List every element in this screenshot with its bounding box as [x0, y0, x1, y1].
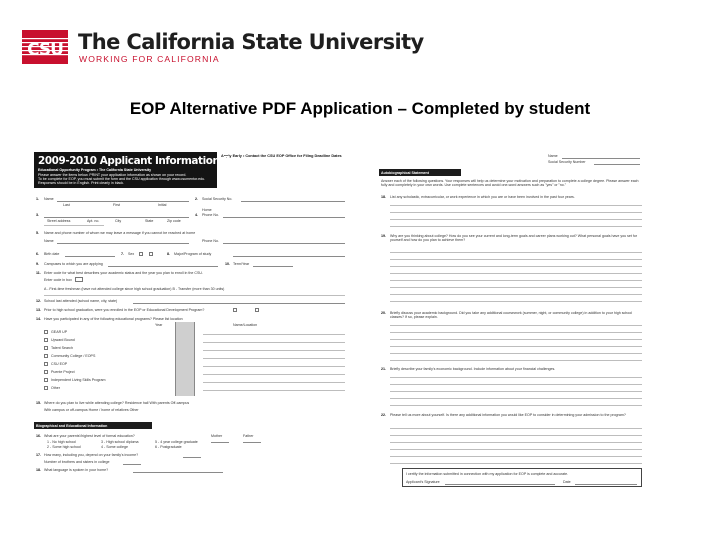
- mother-education-field[interactable]: [211, 442, 229, 443]
- ssn-label: Social Security No.: [202, 197, 233, 201]
- parents-education-question: What are your parents'/highest level of formal education?: [44, 434, 135, 438]
- program-field[interactable]: [203, 382, 345, 383]
- form-intro-line: Please answer the items below. PRINT your application information as shown on your record.: [38, 173, 187, 177]
- prior-eop-yes-checkbox[interactable]: [233, 308, 237, 312]
- autobiographical-section-header: [379, 169, 461, 176]
- education-option: 2 - Some high school: [47, 445, 81, 449]
- program-checkbox[interactable]: [44, 378, 48, 382]
- message-contact-label: Name and phone number of whom we may leave a message if you cannot be reached at home: [44, 231, 196, 235]
- section-title: Biographical and Educational Information: [36, 423, 108, 428]
- housing-question-options: With campus or off-campus Home / home of relatives Other: [44, 408, 139, 412]
- question-text: Briefly discuss your academic background. Did you take any additional coursework (summer, night, or community college) in addition to your high school classes? If so, please explain.: [390, 311, 633, 320]
- contact-name-label: Name: [44, 239, 54, 243]
- form-intro-line: Responses should be in English. Print clearly in black.: [38, 181, 125, 185]
- campuses-field[interactable]: [108, 266, 218, 267]
- autobiographical-statement-page: [378, 150, 644, 495]
- programs-label: Have you participated in any of the following educational programs? Please list location: [44, 317, 183, 321]
- program-field[interactable]: [203, 342, 345, 343]
- form-title: 2009-2010 Applicant Information Form: [38, 155, 251, 167]
- university-name: The California State University: [78, 30, 424, 54]
- name-field[interactable]: [57, 201, 189, 202]
- major-field[interactable]: [233, 256, 345, 257]
- program-field[interactable]: [203, 390, 345, 391]
- home-label: Home: [202, 208, 212, 212]
- academic-status-label: Enter code for what best describes your academic status and the year you plan to enroll in the CSU.: [44, 271, 204, 275]
- program-checkbox[interactable]: [44, 386, 48, 390]
- father-column-header: Father: [243, 434, 254, 438]
- hint: Last: [63, 203, 70, 207]
- education-option: 1 - No high school: [47, 440, 76, 444]
- field-number: 15.: [36, 401, 41, 405]
- prior-eop-no-checkbox[interactable]: [255, 308, 259, 312]
- education-option: 5 - 4 year college graduate: [155, 440, 198, 444]
- field-number: 8.: [167, 252, 170, 256]
- home-language-question: What language is spoken in your home?: [44, 468, 109, 472]
- divider: [44, 295, 345, 296]
- prior-eop-label: Prior to high school graduation, were you enrolled in the EOP or Educational Development Program?: [44, 308, 205, 312]
- term-year-field[interactable]: [253, 266, 293, 267]
- slide-title: EOP Alternative PDF Application – Completed by student: [129, 99, 591, 118]
- question-number: 19.: [381, 234, 386, 238]
- date-label: Date: [563, 480, 571, 484]
- education-option: 6 - Postgraduate: [155, 445, 182, 449]
- form-intro-line: To be complete for EOP, you must submit the form and the CSU application through www.csumentor.edu.: [38, 177, 206, 181]
- certification-box: [402, 468, 642, 487]
- program-checkbox[interactable]: [44, 346, 48, 350]
- program-field[interactable]: [203, 374, 345, 375]
- field-number: 10.: [225, 262, 230, 266]
- hint: State: [145, 219, 154, 223]
- field-number: 4.: [195, 213, 198, 217]
- program-label: Other: [51, 386, 60, 390]
- phone-field[interactable]: [223, 217, 345, 218]
- question-text: Briefly describe your family's economic background. Include information about your financial challenges.: [390, 367, 556, 371]
- program-label: Community College / EOPS: [51, 354, 96, 358]
- program-checkbox[interactable]: [44, 362, 48, 366]
- apply-early-note: Apply Early • Contact the CSU EOP Office for Filing Deadline Dates: [221, 154, 342, 158]
- question-number: 18.: [381, 195, 386, 199]
- program-checkbox[interactable]: [44, 330, 48, 334]
- section-title: Autobiographical Statement: [381, 170, 429, 175]
- question-text: List any scholastic, extracurricular, or work experience in which you are or have been involved in the past four years.: [390, 195, 575, 199]
- question-number: 20.: [381, 311, 386, 315]
- programs-location-header: Name/Location: [233, 323, 258, 327]
- sex-label: Sex: [128, 252, 135, 256]
- siblings-question: Number of brothers and sisters in college: [44, 460, 110, 464]
- ssn-label: Social Security Number: [548, 160, 586, 164]
- hint: Apt. no.: [87, 219, 100, 223]
- birth-date-field[interactable]: [65, 256, 115, 257]
- hint: City: [115, 219, 122, 223]
- enter-code-label: Enter code in box: [44, 278, 72, 282]
- mother-column-header: Mother: [211, 434, 223, 438]
- siblings-field[interactable]: [123, 464, 141, 465]
- ssn-field[interactable]: [241, 201, 345, 202]
- csu-logo-mark-icon: [22, 30, 68, 64]
- dependents-question: How many, including you, depend on your family's income?: [44, 453, 139, 457]
- field-number: 7.: [121, 252, 124, 256]
- signature-label: Applicant's Signature: [406, 480, 440, 484]
- ssn-field[interactable]: [594, 164, 640, 165]
- instructions: Answer each of the following questions. Your responses will help us determine your motivation and preparation to complete a college degree. Please answer each fully and completely in your own words. Use complete sentences and avoid one-word answers such as "yes" or "no.": [381, 179, 639, 188]
- program-checkbox[interactable]: [44, 338, 48, 342]
- field-number: 11.: [36, 271, 41, 275]
- father-education-field[interactable]: [243, 442, 261, 443]
- program-checkbox[interactable]: [44, 354, 48, 358]
- logo-letters: CSU: [27, 40, 63, 60]
- university-tagline: WORKING FOR CALIFORNIA: [79, 54, 220, 64]
- address-field[interactable]: [44, 217, 189, 218]
- phone-label: Phone No.: [202, 213, 219, 217]
- certification-text: I certify the information submitted in connection with my application for EOP is complete and accurate.: [406, 472, 569, 476]
- question-text: Why are you thinking about college? How do you see your current and long-term goals and career plans working out? What personal goals have you set for yourself and how do you plan to achieve them?: [390, 234, 638, 243]
- sex-checkbox[interactable]: [139, 252, 143, 256]
- field-number: 17.: [36, 453, 41, 457]
- housing-question: Where do you plan to live while attending college? Residence hall With parents Off-campus: [44, 401, 190, 405]
- name-field[interactable]: [562, 158, 640, 159]
- form-title-banner: [34, 152, 251, 188]
- program-field[interactable]: [203, 366, 345, 367]
- school-last-attended-label: School last attended (school name, city, state): [44, 299, 118, 303]
- program-label: Puente Project: [51, 370, 75, 374]
- education-option: 3 - High school diploma: [101, 440, 139, 444]
- signature-field[interactable]: [445, 484, 555, 485]
- school-last-attended-field[interactable]: [133, 303, 345, 304]
- field-number: 18.: [36, 468, 41, 472]
- question-number: 21.: [381, 367, 386, 371]
- program-label: Independent Living Skills Program: [51, 378, 106, 382]
- program-field[interactable]: [203, 358, 345, 359]
- contact-phone-field[interactable]: [223, 243, 345, 244]
- contact-name-field[interactable]: [57, 243, 189, 244]
- program-field[interactable]: [203, 350, 345, 351]
- field-number: 13.: [36, 308, 41, 312]
- field-number: 2.: [195, 197, 198, 201]
- program-checkbox[interactable]: [44, 370, 48, 374]
- term-year-label: Term/Year: [233, 262, 250, 266]
- program-field[interactable]: [203, 334, 345, 335]
- email-field[interactable]: [44, 225, 104, 226]
- applicant-information-form-page: [33, 150, 353, 515]
- home-language-field[interactable]: [133, 472, 223, 473]
- question-text: Please tell us more about yourself. Is there any additional information you would like EOP to consider in determining your admission to the program?: [390, 413, 626, 417]
- sex-checkbox[interactable]: [149, 252, 153, 256]
- hint: First: [113, 203, 120, 207]
- field-number: 3.: [36, 213, 39, 217]
- program-label: CSU EOP: [51, 362, 68, 366]
- date-field[interactable]: [575, 484, 637, 485]
- field-number: 9.: [36, 262, 39, 266]
- programs-year-header: Year: [155, 323, 163, 327]
- field-number: 1.: [36, 197, 39, 201]
- major-label: Major/Program of study: [174, 252, 212, 256]
- birth-date-label: Birth date: [44, 252, 60, 256]
- academic-code-options: A - First-time freshman (have not attended college since high school graduation) B - Transfer (more than 30 units): [44, 287, 225, 291]
- program-label: GEAR UP: [51, 330, 68, 334]
- field-number: 16.: [36, 434, 41, 438]
- hint: Zip code: [167, 219, 181, 223]
- hint: Street address: [47, 219, 71, 223]
- field-number: 14.: [36, 317, 41, 321]
- name-label: Name: [548, 154, 558, 158]
- form-subtitle: Educational Opportunity Program • The California State University: [38, 168, 152, 172]
- question-number: 22.: [381, 413, 386, 417]
- dependents-field[interactable]: [183, 457, 201, 458]
- biographical-section-header: [34, 422, 152, 429]
- contact-phone-label: Phone No.: [202, 239, 219, 243]
- program-label: Upward Bound: [51, 338, 75, 342]
- name-label: Name: [44, 197, 54, 201]
- field-number: 6.: [36, 252, 39, 256]
- field-number: 5.: [36, 231, 39, 235]
- hint: Initial: [158, 203, 167, 207]
- field-number: 12.: [36, 299, 41, 303]
- academic-code-box[interactable]: [75, 277, 83, 282]
- campuses-label: Campuses to which you are applying: [44, 262, 103, 266]
- program-label: Talent Search: [51, 346, 73, 350]
- programs-year-column: [175, 322, 195, 396]
- education-option: 4 - Some college: [101, 445, 128, 449]
